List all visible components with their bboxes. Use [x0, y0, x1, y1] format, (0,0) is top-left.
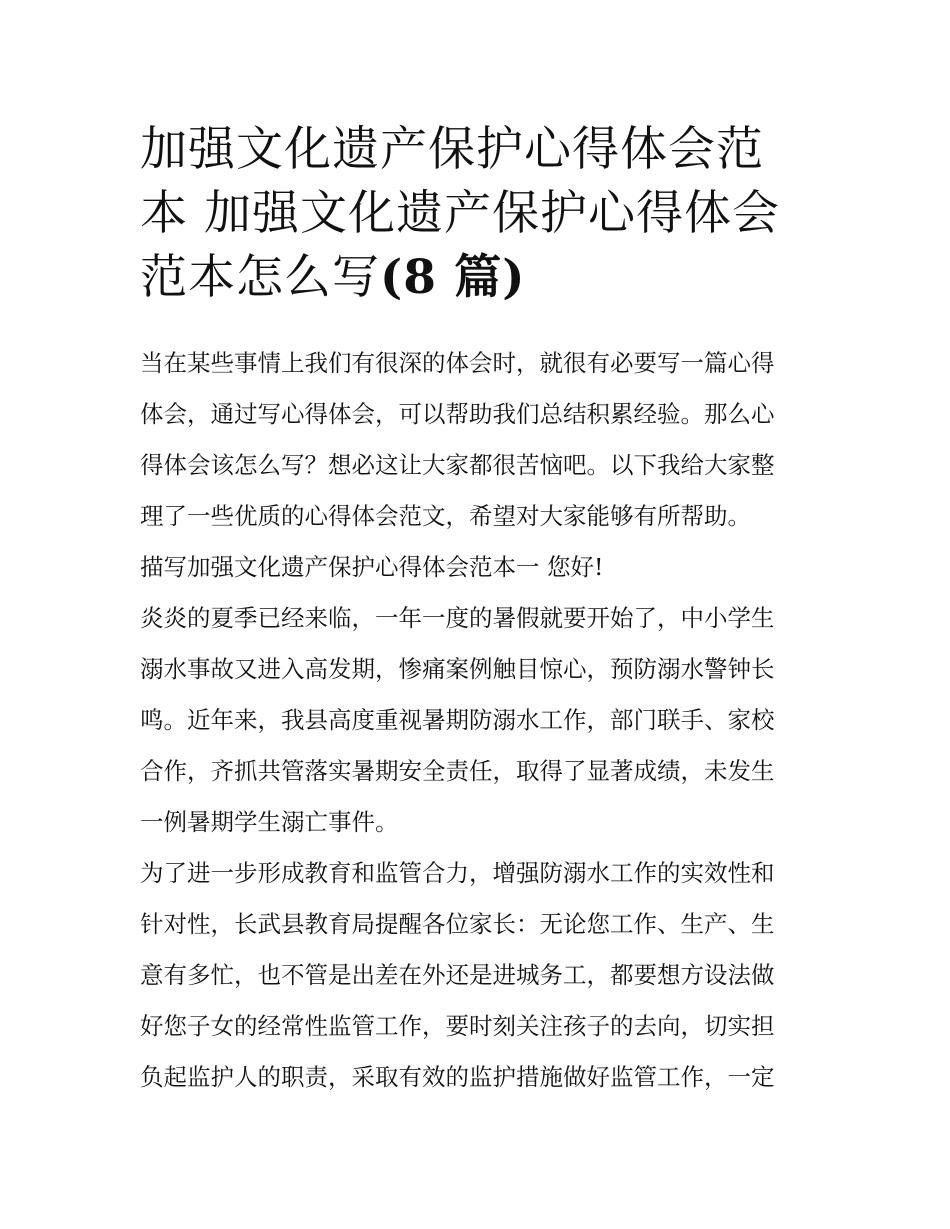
title-suffix: (8 篇) — [380, 250, 526, 305]
title-line-3 — [140, 246, 812, 310]
document-page — [140, 118, 812, 1103]
title-line-1: 加强文化遗产保护心得体会范 — [140, 122, 764, 177]
title-line-2: 本 加强文化遗产保护心得体会 — [140, 186, 780, 241]
paragraph-line: 理了一些优质的心得体会范文，希望对大家能够有所帮助。 — [140, 502, 751, 530]
paragraph-line: 负起监护人的职责，采取有效的监护措施做好监管工作，一定 — [140, 1063, 775, 1091]
paragraph-line: 好您子女的经常性监管工作，要时刻关注孩子的去向，切实担 — [140, 1012, 775, 1040]
paragraph-line: 体会，通过写心得体会，可以帮助我们总结积累经验。那么心 — [140, 400, 775, 428]
document-body — [140, 338, 812, 1103]
title-line-3-text: 范本怎么写 — [140, 250, 380, 305]
document-title — [140, 118, 812, 310]
paragraph-line: 当在某些事情上我们有很深的体会时，就很有必要写一篇心得 — [140, 349, 775, 377]
paragraph-summer — [140, 593, 812, 848]
paragraph-supervision — [140, 848, 812, 1103]
paragraph-line: 意有多忙，也不管是出差在外还是进城务工，都要想方设法做 — [140, 961, 775, 989]
paragraph-line: 针对性，长武县教育局提醒各位家长：无论您工作、生产、生 — [140, 910, 775, 938]
paragraph-line: 为了进一步形成教育和监管合力，增强防溺水工作的实效性和 — [140, 859, 775, 887]
paragraph-line: 炎炎的夏季已经来临，一年一度的暑假就要开始了，中小学生 — [140, 604, 775, 632]
paragraph-line: 得体会该怎么写？想必这让大家都很苦恼吧。以下我给大家整 — [140, 451, 775, 479]
paragraph-section-heading — [140, 542, 812, 593]
paragraph-intro — [140, 338, 812, 542]
paragraph-line: 合作，齐抓共管落实暑期安全责任，取得了显著成绩，未发生 — [140, 757, 775, 785]
paragraph-line: 鸣。近年来，我县高度重视暑期防溺水工作，部门联手、家校 — [140, 706, 775, 734]
paragraph-line: 一例暑期学生溺亡事件。 — [140, 808, 399, 836]
paragraph-line: 溺水事故又进入高发期，惨痛案例触目惊心，预防溺水警钟长 — [140, 655, 775, 683]
paragraph-line: 描写加强文化遗产保护心得体会范本一 您好! — [140, 553, 604, 581]
